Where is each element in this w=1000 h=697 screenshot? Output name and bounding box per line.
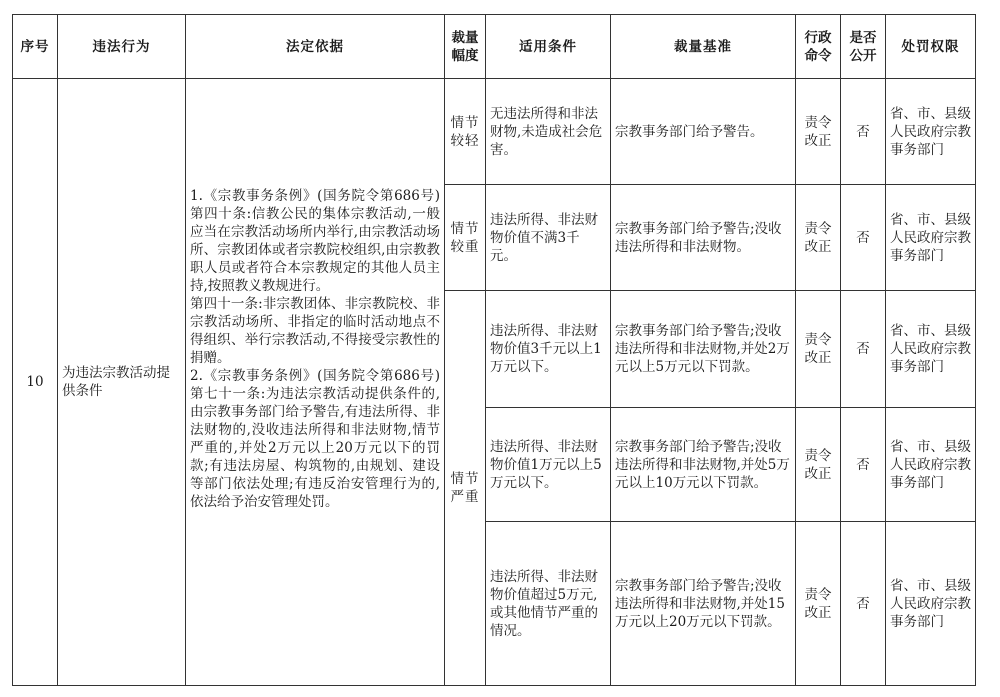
header-standard: 裁量基准: [611, 15, 796, 79]
row-authority: 省、市、县级人民政府宗教事务部门: [886, 185, 976, 291]
header-public: 是否 公开: [841, 15, 886, 79]
row-standard: 宗教事务部门给予警告;没收违法所得和非法财物。: [611, 185, 796, 291]
row-range: 情节 严重: [445, 291, 486, 686]
row-admin-order: 责令 改正: [796, 291, 841, 408]
penalty-discretion-table: [12, 14, 976, 686]
row-authority: 省、市、县级人民政府宗教事务部门: [886, 408, 976, 522]
table-row: [13, 79, 976, 185]
row-range: 情节 较轻: [445, 79, 486, 185]
row-admin-order: 责令 改正: [796, 408, 841, 522]
header-row: [13, 15, 976, 79]
item-violation: 为违法宗教活动提供条件: [58, 79, 186, 686]
row-standard: 宗教事务部门给予警告;没收违法所得和非法财物,并处5万元以上10万元以下罚款。: [611, 408, 796, 522]
row-authority: 省、市、县级人民政府宗教事务部门: [886, 79, 976, 185]
row-standard: 宗教事务部门给予警告;没收违法所得和非法财物,并处2万元以上5万元以下罚款。: [611, 291, 796, 408]
row-admin-order: 责令 改正: [796, 522, 841, 686]
row-authority: 省、市、县级人民政府宗教事务部门: [886, 522, 976, 686]
header-violation: 违法行为: [58, 15, 186, 79]
row-admin-order: 责令 改正: [796, 79, 841, 185]
row-condition: 违法所得、非法财物价值超过5万元,或其他情节严重的情况。: [486, 522, 611, 686]
header-admin-order: 行政 命令: [796, 15, 841, 79]
row-public: 否: [841, 408, 886, 522]
row-standard: 宗教事务部门给予警告。: [611, 79, 796, 185]
row-public: 否: [841, 79, 886, 185]
row-range: 情节 较重: [445, 185, 486, 291]
row-admin-order: 责令 改正: [796, 185, 841, 291]
header-seq: 序号: [13, 15, 58, 79]
item-legal-basis: 1.《宗教事务条例》(国务院令第686号)第四十条:信教公民的集体宗教活动,一般应当在宗教活动场所内举行,由宗教活动场所、宗教团体或者宗教院校组织,由宗教教职人员或者符合本宗教规定的其他人员主持,按照教义教规进行。 第四十一条:非宗教团体、非宗教院校、非宗教活动场所、非指定的临时活动地点不得组织、举行宗教活动,不得接受宗教性的捐赠。 2.《宗教事务条例》(国务院令第686号)第七十一条:为违法宗教活动提供条件的,由宗教事务部门给予警告,有违法所得、非法财物的,没收违法所得和非法财物,情节严重的,并处2万元以上20万元以下的罚款;有违法房屋、构筑物的,由规划、建设等部门依法处理;有违反治安管理行为的,依法给予治安管理处罚。: [186, 79, 445, 686]
row-condition: 违法所得、非法财物价值3千元以上1万元以下。: [486, 291, 611, 408]
item-seq: 10: [13, 79, 58, 686]
row-public: 否: [841, 291, 886, 408]
row-condition: 违法所得、非法财物价值不满3千元。: [486, 185, 611, 291]
header-authority: 处罚权限: [886, 15, 976, 79]
row-condition: 无违法所得和非法财物,未造成社会危害。: [486, 79, 611, 185]
row-standard: 宗教事务部门给予警告;没收违法所得和非法财物,并处15万元以上20万元以下罚款。: [611, 522, 796, 686]
row-public: 否: [841, 522, 886, 686]
row-public: 否: [841, 185, 886, 291]
row-authority: 省、市、县级人民政府宗教事务部门: [886, 291, 976, 408]
header-legal-basis: 法定依据: [186, 15, 445, 79]
row-condition: 违法所得、非法财物价值1万元以上5万元以下。: [486, 408, 611, 522]
header-condition: 适用条件: [486, 15, 611, 79]
header-range: 裁量 幅度: [445, 15, 486, 79]
